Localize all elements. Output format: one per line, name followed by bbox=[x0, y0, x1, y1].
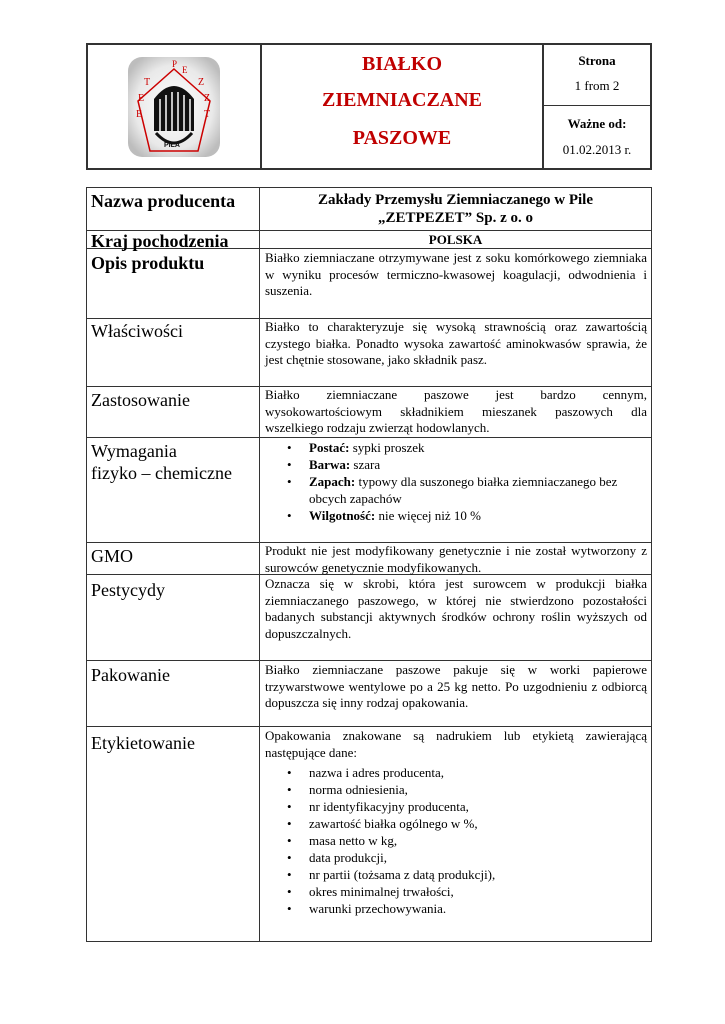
logo-city: PIŁA bbox=[164, 142, 180, 149]
requirements-label-line-1: Wymagania bbox=[91, 441, 177, 461]
list-item: • Zapach: typowy dla suszonego białka ziemniaczanego bez obcych zapachów bbox=[265, 473, 651, 507]
product-spec-table bbox=[86, 187, 652, 942]
company-logo bbox=[126, 55, 222, 159]
list-item: • Wilgotność: nie więcej niż 10 % bbox=[265, 507, 651, 524]
list-item: • warunki przechowywania. bbox=[265, 900, 647, 917]
usage-label: Zastosowanie bbox=[91, 390, 190, 410]
properties-label: Właściwości bbox=[91, 321, 183, 341]
title-line-3: PASZOWE bbox=[352, 127, 452, 149]
requirements-label-line-2: fizyko – chemiczne bbox=[91, 463, 232, 483]
labeling-list bbox=[265, 764, 647, 917]
properties-value: Białko to charakteryzuje się wysoką strawnością oraz zawartością czystego białka. Ponadto wysoka zawartość aminokwasów sprawia, że jest chętnie stosowane, jako składnik pasz. bbox=[265, 319, 647, 367]
requirements-list bbox=[265, 439, 651, 524]
logo-letter: E bbox=[182, 65, 188, 75]
labeling-label: Etykietowanie bbox=[91, 733, 195, 753]
document-header bbox=[86, 43, 652, 170]
logo-letter: E bbox=[136, 109, 143, 120]
logo-cell bbox=[88, 45, 262, 168]
gmo-label: GMO bbox=[91, 546, 134, 566]
producer-value-line-2: „ZETPEZET” Sp. z o. o bbox=[377, 210, 534, 226]
valid-from-label: Ważne od: bbox=[567, 116, 627, 131]
description-label: Opis produktu bbox=[91, 253, 205, 273]
list-item: • norma odniesienia, bbox=[265, 781, 647, 798]
packaging-value: Białko ziemniaczane paszowe pakuje się w worki papierowe trzywarstwowe wentylowe po a 25 kg netto. Po uzgodnieniu z odbiorcą dopuszcza się inny rodzaj opakowania. bbox=[265, 662, 647, 710]
producer-label: Nazwa producenta bbox=[91, 191, 236, 211]
list-item: • nazwa i adres producenta, bbox=[265, 764, 647, 781]
list-item: • data produkcji, bbox=[265, 849, 647, 866]
labeling-intro: Opakowania znakowane są nadrukiem lub etykietą zawierającą następujące dane: bbox=[265, 728, 647, 760]
list-item: • Barwa: szara bbox=[265, 456, 651, 473]
country-label: Kraj pochodzenia bbox=[91, 231, 229, 251]
page-label: Strona bbox=[578, 53, 616, 68]
logo-letter: Z bbox=[204, 93, 211, 104]
logo-letter: T bbox=[144, 77, 151, 88]
producer-value-line-1: Zakłady Przemysłu Ziemniaczanego w Pile bbox=[318, 192, 593, 208]
usage-value: Białko ziemniaczane paszowe jest bardzo cennym, wysokowartościowym składnikiem mieszanek paszowych dla wszelkiego rodzaju zwierząt hodowlanych. bbox=[265, 387, 647, 435]
page-value: 1 from 2 bbox=[574, 78, 620, 93]
pesticides-value: Oznacza się w skrobi, która jest surowcem w produkcji białka ziemniaczanego paszowego, w której nie stwierdzono pozostałości badanych substancji aktywnych środków ochrony roślin wyższych od dopuszczalnych. bbox=[265, 576, 647, 641]
title-cell bbox=[262, 45, 544, 168]
list-item: • nr partii (tożsama z datą produkcji), bbox=[265, 866, 647, 883]
meta-cell bbox=[544, 45, 650, 168]
valid-from-value: 01.02.2013 r. bbox=[562, 142, 632, 157]
country-value: POLSKA bbox=[428, 232, 483, 247]
logo-letter: E bbox=[138, 93, 145, 104]
list-item: • zawartość białka ogólnego w %, bbox=[265, 815, 647, 832]
packaging-label: Pakowanie bbox=[91, 665, 170, 685]
list-item: • masa netto w kg, bbox=[265, 832, 647, 849]
list-item: • Postać: sypki proszek bbox=[265, 439, 651, 456]
logo-letter: T bbox=[204, 109, 211, 120]
title-line-2: ZIEMNIACZANE bbox=[321, 89, 483, 111]
logo-letter: Z bbox=[198, 77, 205, 88]
title-line-1: BIAŁKO bbox=[361, 53, 443, 75]
list-item: • okres minimalnej trwałości, bbox=[265, 883, 647, 900]
logo-letter: P bbox=[172, 59, 178, 69]
description-value: Białko ziemniaczane otrzymywane jest z soku komórkowego ziemniaka w wyniku procesów termiczno-kwasowej koagulacji, odwodnienia i suszenia. bbox=[265, 250, 647, 298]
pesticides-label: Pestycydy bbox=[91, 580, 165, 600]
gmo-value: Produkt nie jest modyfikowany genetycznie i nie został wytworzony z surowców genetycznie modyfikowanych. bbox=[265, 543, 647, 575]
list-item: • nr identyfikacyjny producenta, bbox=[265, 798, 647, 815]
